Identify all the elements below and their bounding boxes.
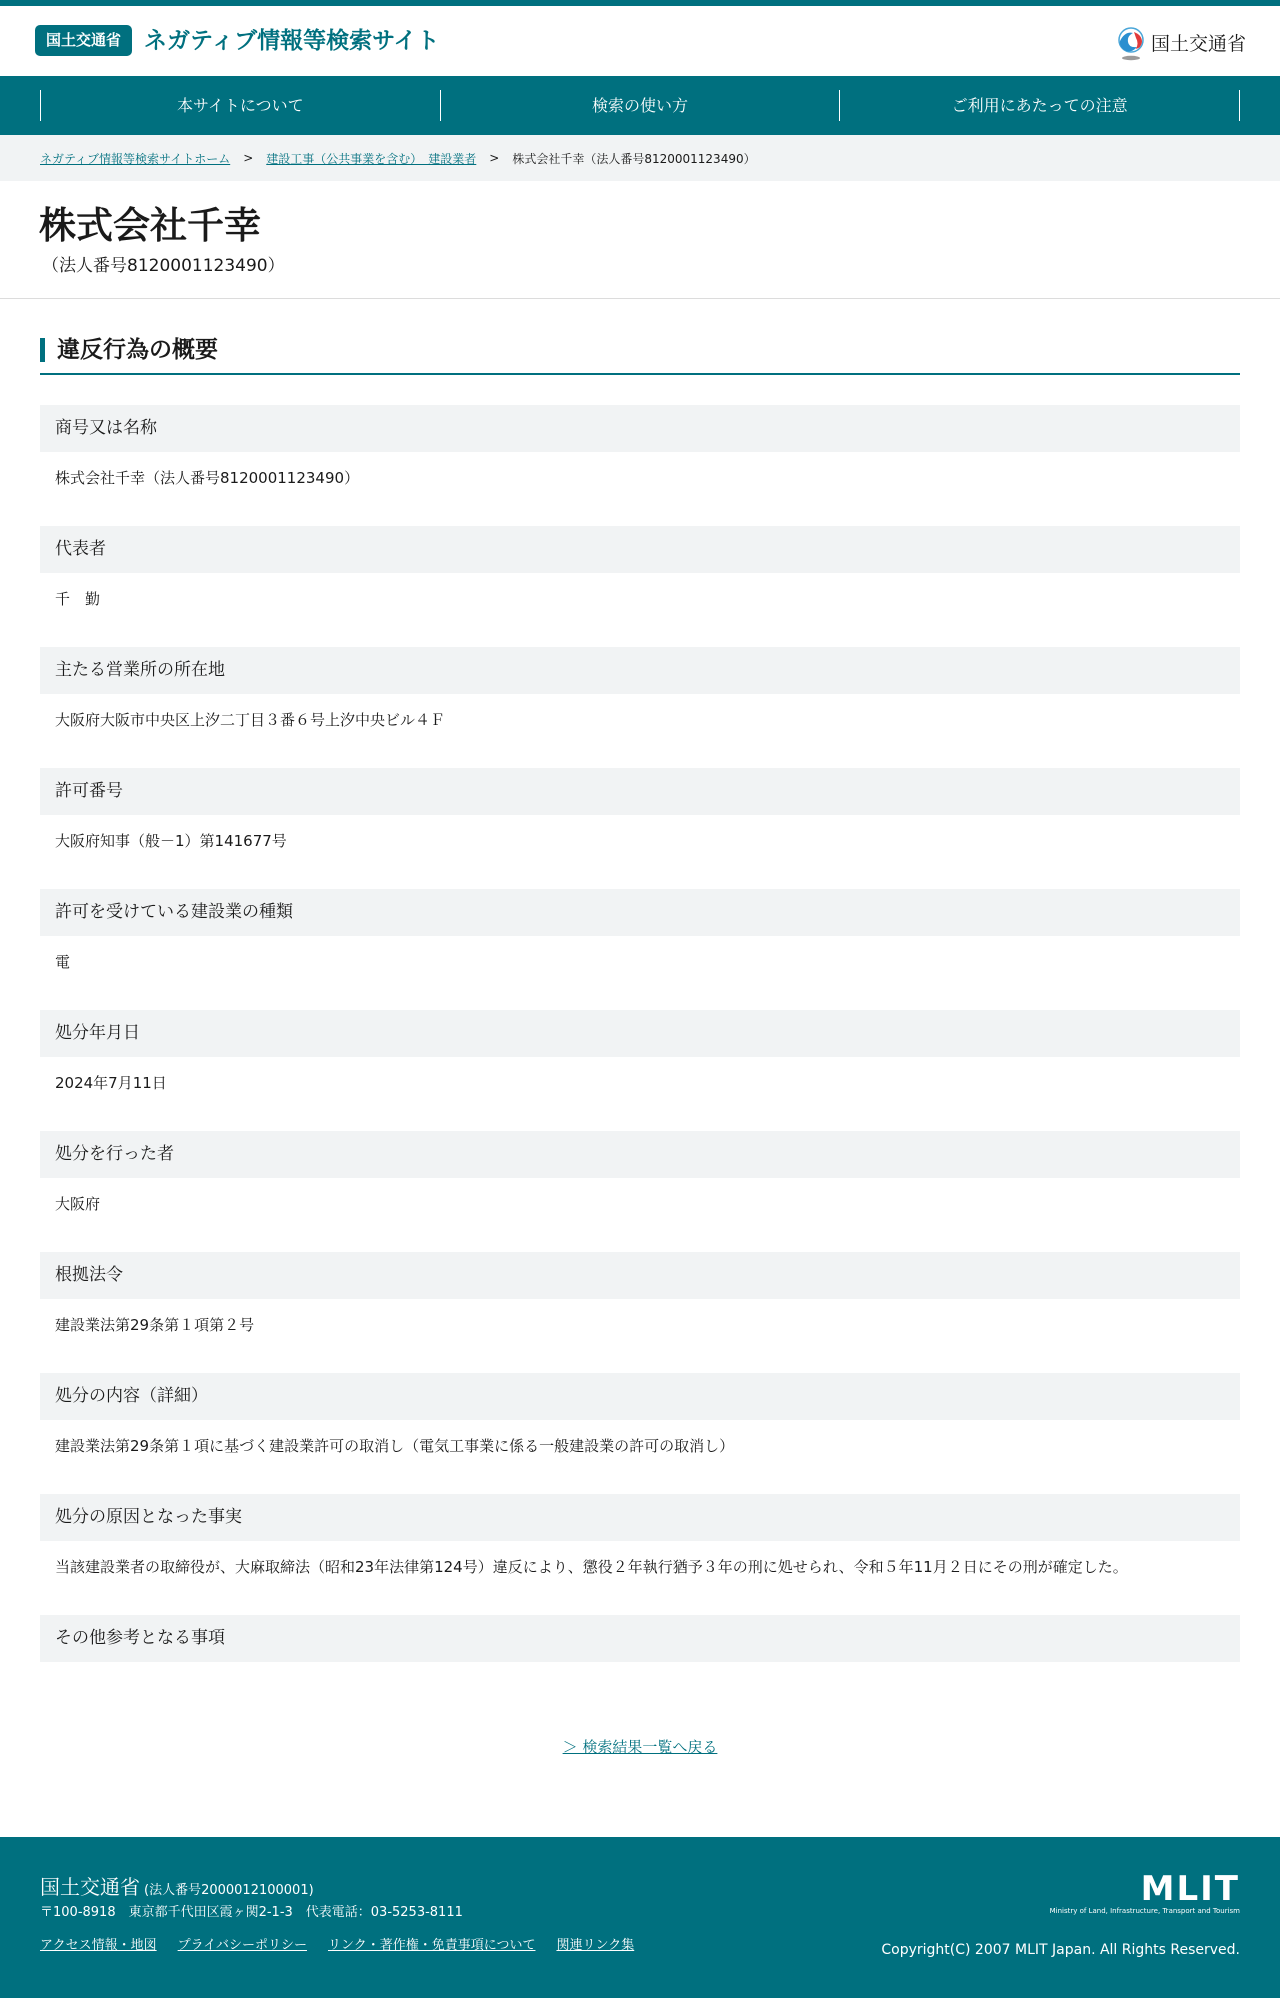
breadcrumb-current: 株式会社千幸（法人番号8120001123490）: [512, 151, 756, 166]
page-head: [0, 181, 1280, 299]
field-label: 根拠法令: [40, 1252, 1240, 1299]
field-trade-name: [40, 405, 1240, 526]
field-permit-number: [40, 768, 1240, 889]
violation-details: [40, 405, 1240, 1736]
field-label: 主たる営業所の所在地: [40, 647, 1240, 694]
site-title[interactable]: ネガティブ情報等検索サイト: [144, 28, 440, 54]
field-value: 株式会社千幸（法人番号8120001123490）: [55, 469, 360, 487]
corporate-number: （法人番号8120001123490）: [42, 256, 285, 276]
field-disposition-details: [40, 1373, 1240, 1494]
field-main-office-address: [40, 647, 1240, 768]
section-title-text: 違反行為の概要: [57, 337, 218, 363]
footer-org-name: 国土交通省: [40, 1875, 140, 1899]
breadcrumb-separator: >: [243, 151, 254, 165]
field-permit-types: [40, 889, 1240, 1010]
field-label: 処分年月日: [40, 1010, 1240, 1057]
field-label: 処分の原因となった事実: [40, 1494, 1240, 1541]
field-disposition-date: [40, 1010, 1240, 1131]
field-value: 大阪府: [55, 1195, 101, 1213]
back-to-results-link[interactable]: ＞ 検索結果一覧へ戻る: [562, 1738, 718, 1756]
nav-item-about[interactable]: 本サイトについて: [41, 90, 441, 121]
field-disposing-authority: [40, 1131, 1240, 1252]
field-label: 処分の内容（詳細）: [40, 1373, 1240, 1420]
footer-address: 〒100-8918 東京都千代田区霞ヶ関2-1-3 代表電話：03-5253-8111: [40, 1905, 463, 1920]
field-label: その他参考となる事項: [40, 1615, 1240, 1662]
field-value: 電: [55, 953, 71, 971]
nav-item-notes[interactable]: ご利用にあたっての注意: [840, 90, 1240, 121]
mlit-emblem-icon: [1117, 27, 1145, 61]
field-other-reference: [40, 1615, 1240, 1736]
footer-org: [40, 1874, 314, 1904]
field-legal-basis: [40, 1252, 1240, 1373]
footer-logo-subtitle: Ministry of Land, Infrastructure, Transport and Tourism: [1049, 1907, 1240, 1915]
footer-link-privacy[interactable]: プライバシーポリシー: [177, 1938, 307, 1953]
breadcrumb-bar: [0, 135, 1280, 181]
footer-link-access[interactable]: アクセス情報・地図: [40, 1938, 157, 1953]
field-cause-facts: [40, 1494, 1240, 1615]
field-value: 建設業法第29条第１項に基づく建設業許可の取消し（電気工事業に係る一般建設業の許可の取消し）: [55, 1437, 735, 1455]
field-label: 許可番号: [40, 768, 1240, 815]
breadcrumb: [40, 135, 756, 181]
field-label: 代表者: [40, 526, 1240, 573]
breadcrumb-separator: >: [489, 151, 500, 165]
page-title: 株式会社千幸: [39, 204, 261, 247]
field-label: 許可を受けている建設業の種類: [40, 889, 1240, 936]
footer-link-related[interactable]: 関連リンク集: [556, 1938, 635, 1953]
field-value: 大阪府大阪市中央区上汐二丁目３番６号上汐中央ビル４Ｆ: [55, 711, 446, 729]
mlit-logo-text: 国土交通省: [1150, 33, 1246, 55]
field-label: 処分を行った者: [40, 1131, 1240, 1178]
footer-logo-text: MLIT: [1140, 1869, 1240, 1909]
footer-link-copyright[interactable]: リンク・著作権・免責事項について: [327, 1938, 536, 1953]
footer-mlit-logo[interactable]: [1030, 1869, 1240, 1918]
global-nav: [0, 76, 1280, 135]
section-title-bar: [40, 338, 45, 362]
site-footer: [0, 1837, 1280, 1998]
field-value: 大阪府知事（般－1）第141677号: [55, 832, 287, 850]
nav-item-how-to-search[interactable]: 検索の使い方: [441, 90, 841, 121]
site-header: [0, 6, 1280, 76]
breadcrumb-home-link[interactable]: ネガティブ情報等検索サイトホーム: [40, 151, 231, 166]
field-value: 当該建設業者の取締役が、大麻取締法（昭和23年法律第124号）違反により、懲役２年執行猶予３年の刑に処せられ、令和５年11月２日にその刑が確定した。: [55, 1558, 1128, 1576]
field-label: 商号又は名称: [40, 405, 1240, 452]
field-value: 千 勤: [55, 590, 101, 608]
copyright: Copyright(C) 2007 MLIT Japan. All Rights Reserved.: [881, 1942, 1240, 1958]
field-value: 2024年7月11日: [55, 1074, 167, 1092]
mlit-logo[interactable]: [1117, 26, 1246, 62]
field-value: 建設業法第29条第１項第２号: [55, 1316, 255, 1334]
breadcrumb-category-link[interactable]: 建設工事（公共事業を含む） 建設業者: [266, 151, 477, 166]
field-representative: [40, 526, 1240, 647]
footer-org-number: (法人番号2000012100001): [144, 1883, 314, 1898]
footer-links: [40, 1937, 634, 1955]
back-link-wrap: [0, 1736, 1280, 1757]
section-title: [40, 335, 1240, 375]
site-badge[interactable]: 国土交通省: [35, 25, 132, 56]
